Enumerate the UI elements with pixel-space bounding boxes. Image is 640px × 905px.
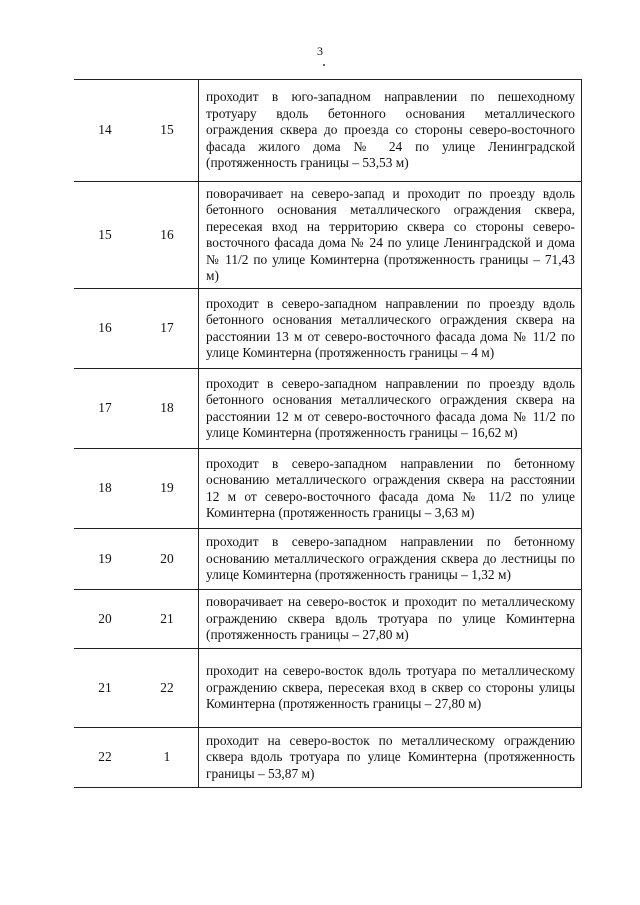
point-to: 21 <box>136 590 199 649</box>
boundary-description: поворачивает на северо-восток и проходит по металлическому ограждению сквера вдоль тротуара по улице Коминтерна (протяженность границы – 27,80 м) <box>199 590 582 649</box>
table-row <box>74 728 582 788</box>
point-to: 20 <box>136 529 199 590</box>
table-row <box>74 649 582 728</box>
boundary-description: проходит в северо-западном направлении по бетонному основанию металлического ограждения сквера на расстоянии 12 м от северо-восточного фасада дома № 11/2 по улице Коминтерна (протяженность границы – 3,63 м) <box>199 449 582 529</box>
point-to: 15 <box>136 80 199 182</box>
point-from: 19 <box>74 529 136 590</box>
point-from: 20 <box>74 590 136 649</box>
table-row <box>74 369 582 449</box>
table-row <box>74 529 582 590</box>
scan-speck <box>323 64 325 66</box>
table-row <box>74 289 582 369</box>
point-to: 18 <box>136 369 199 449</box>
point-from: 22 <box>74 728 136 788</box>
table-row <box>74 449 582 529</box>
boundary-table <box>74 79 582 788</box>
point-from: 14 <box>74 80 136 182</box>
boundary-description: проходит в северо-западном направлении по бетонному основанию металлического ограждения сквера до лестницы по улице Коминтерна (протяженность границы – 1,32 м) <box>199 529 582 590</box>
point-from: 16 <box>74 289 136 369</box>
page-number: 3 <box>317 44 323 58</box>
table-row <box>74 590 582 649</box>
point-from: 17 <box>74 369 136 449</box>
boundary-description: проходит на северо-восток по металлическому ограждению сквера вдоль тротуара по улице Коминтерна (протяженность границы – 53,87 м) <box>199 728 582 788</box>
point-to: 19 <box>136 449 199 529</box>
table-row <box>74 182 582 289</box>
point-to: 1 <box>136 728 199 788</box>
point-to: 16 <box>136 182 199 289</box>
boundary-description: проходит на северо-восток вдоль тротуара по металлическому ограждению сквера, пересекая вход в сквер со стороны улицы Коминтерна (протяженность границы – 27,80 м) <box>199 649 582 728</box>
boundary-description: поворачивает на северо-запад и проходит по проезду вдоль бетонного основания металлического ограждения сквера, пересекая вход на территорию сквера со стороны северо-восточного фасада дома № 24 по улице Ленинградской и дома № 11/2 по улице Коминтерна (протяженность границы – 71,43 м) <box>199 182 582 289</box>
point-from: 15 <box>74 182 136 289</box>
table-row <box>74 80 582 182</box>
point-from: 21 <box>74 649 136 728</box>
boundary-description: проходит в северо-западном направлении по проезду вдоль бетонного основания металлического ограждения сквера на расстоянии 13 м от северо-восточного фасада дома № 11/2 по улице Коминтерна (протяженность границы – 4 м) <box>199 289 582 369</box>
point-to: 17 <box>136 289 199 369</box>
boundary-description: проходит в юго-западном направлении по пешеходному тротуару вдоль бетонного основания металлического ограждения сквера до проезда со стороны северо-восточного фасада жилого дома № 24 по улице Ленинградской (протяженность границы – 53,53 м) <box>199 80 582 182</box>
point-from: 18 <box>74 449 136 529</box>
point-to: 22 <box>136 649 199 728</box>
boundary-description: проходит в северо-западном направлении по проезду вдоль бетонного основания металлического ограждения сквера на расстоянии 12 м от северо-восточного фасада дома № 11/2 по улице Коминтерна (протяженность границы – 16,62 м) <box>199 369 582 449</box>
